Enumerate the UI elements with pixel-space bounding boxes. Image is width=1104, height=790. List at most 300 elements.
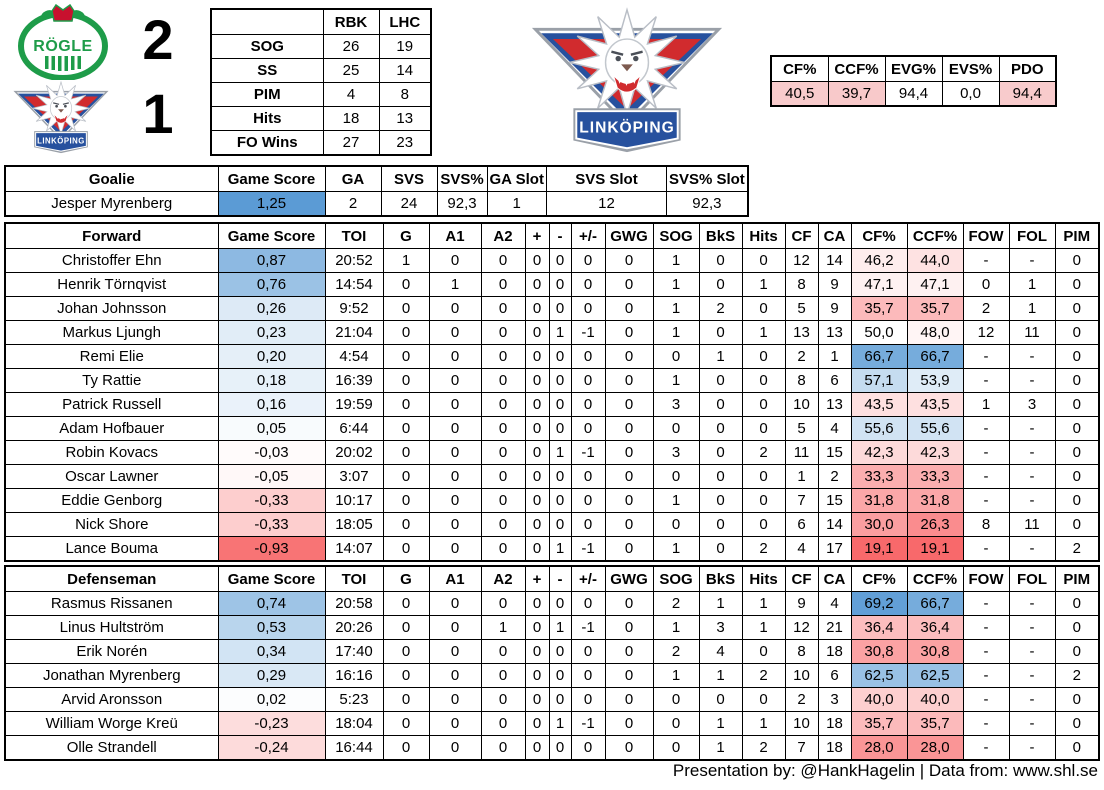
column-header: TOI [325,223,383,249]
column-header: PIM [1055,566,1099,592]
stat-cell: 92,3 [437,192,487,217]
column-header: GWG [605,223,653,249]
header-row [5,166,748,192]
stat-cell: 9 [785,592,818,616]
name-cell: Olle Strandell [5,736,218,761]
stat-cell: 6 [785,513,818,537]
stat-cell: 0 [549,345,571,369]
column-header: CF% [851,223,907,249]
table-row [771,82,1056,107]
column-header: EVS% [942,56,999,82]
stat-cell: 1 [742,321,785,345]
stat-cell: 0,16 [218,393,325,417]
stat-cell: 0 [742,369,785,393]
stat-cell: 12 [963,321,1009,345]
stat-cell: 0,29 [218,664,325,688]
stat-cell: 0 [549,465,571,489]
stat-cell: -1 [571,441,605,465]
stat-cell: 12 [785,249,818,273]
stat-cell: - [1009,592,1055,616]
stat-cell: 0 [549,489,571,513]
table-row [211,59,431,83]
stat-cell: 1 [653,273,699,297]
stat-cell: 19:59 [325,393,383,417]
stat-cell: 0 [481,688,525,712]
name-cell: Arvid Aronsson [5,688,218,712]
stat-cell: 30,8 [851,640,907,664]
stat-cell: 0 [429,640,481,664]
name-cell: William Worge Kreü [5,712,218,736]
stat-cell: 13 [785,321,818,345]
column-header: CF% [771,56,828,82]
name-cell: Hits [211,107,323,131]
stat-cell: 0 [383,592,429,616]
stat-cell: 1 [653,297,699,321]
table-row [5,369,1099,393]
stat-cell: 0 [605,369,653,393]
stat-cell: 0 [383,640,429,664]
stat-cell: 12 [546,192,666,217]
stat-cell: 21 [818,616,851,640]
stat-cell: 39,7 [828,82,885,107]
stat-cell: 0 [1055,736,1099,761]
stat-cell: 0 [481,369,525,393]
stat-cell: 0 [429,297,481,321]
stat-cell: 1 [487,192,546,217]
stat-cell: 4 [323,83,379,107]
stat-cell: 0 [525,592,549,616]
stat-cell: 0 [1055,513,1099,537]
stat-cell: 0 [525,712,549,736]
stat-cell: - [1009,345,1055,369]
home-score: 2 [142,8,174,71]
stat-cell: 0 [525,441,549,465]
stat-cell: 40,5 [771,82,828,107]
stat-cell: 43,5 [907,393,963,417]
stat-cell: 62,5 [907,664,963,688]
column-header: Forward [5,223,218,249]
stat-cell: 42,3 [851,441,907,465]
stat-cell: 0 [481,465,525,489]
stat-cell: 1 [549,712,571,736]
stat-cell: 0 [481,592,525,616]
stat-cell: 0 [429,417,481,441]
stat-cell: -0,05 [218,465,325,489]
stat-cell: 0 [605,640,653,664]
stat-cell: 1 [653,489,699,513]
stat-cell: 0 [481,489,525,513]
stat-cell: -1 [571,321,605,345]
table-row [5,537,1099,562]
stat-cell: 2 [1055,664,1099,688]
stat-cell: 7 [785,489,818,513]
stat-cell: - [963,640,1009,664]
name-cell: Nick Shore [5,513,218,537]
stat-cell: 26,3 [907,513,963,537]
stat-cell: 14:07 [325,537,383,562]
stat-cell: - [1009,736,1055,761]
stat-cell: -0,23 [218,712,325,736]
stat-cell: 1 [785,465,818,489]
stat-cell: 0 [549,640,571,664]
stat-cell: 0 [481,513,525,537]
column-header: FOW [963,223,1009,249]
stat-cell: 18 [818,736,851,761]
column-header: + [525,566,549,592]
stat-cell: 0 [699,537,742,562]
stat-cell: 8 [785,273,818,297]
stat-cell: 27 [323,131,379,156]
stat-cell: 1 [653,664,699,688]
stat-cell: - [963,417,1009,441]
column-header: PDO [999,56,1056,82]
stat-cell: 66,7 [907,345,963,369]
rogle-crest [52,5,74,21]
stat-cell: 2 [742,537,785,562]
stat-cell: 0 [653,688,699,712]
stat-cell: 0 [605,616,653,640]
stat-cell: 0 [383,417,429,441]
stat-cell: 0 [525,393,549,417]
stat-cell: 0 [605,465,653,489]
stat-cell: 1 [699,345,742,369]
stat-cell: 0 [571,249,605,273]
stat-cell: 1 [653,537,699,562]
stat-cell: 0 [429,537,481,562]
stat-cell: 0 [653,345,699,369]
column-header: SVS% [437,166,487,192]
stat-cell: 0 [1055,345,1099,369]
stat-cell: 30,0 [851,513,907,537]
stat-cell: 0 [429,249,481,273]
stat-cell: 0 [481,345,525,369]
stat-cell: 0 [571,465,605,489]
stat-cell: -0,33 [218,489,325,513]
column-header: SVS% Slot [666,166,747,192]
table-row [5,297,1099,321]
stat-cell: 19 [379,35,431,59]
stat-cell: 0 [1055,417,1099,441]
stat-cell: 69,2 [851,592,907,616]
stat-cell: 3:07 [325,465,383,489]
stat-cell: 14:54 [325,273,383,297]
table-row [5,688,1099,712]
column-header: GWG [605,566,653,592]
stat-cell: - [1009,489,1055,513]
stat-cell: 0 [699,441,742,465]
column-header: EVG% [885,56,942,82]
table-row [5,249,1099,273]
footer-credit: Presentation by: @HankHagelin | Data from: www.shl.se [672,761,1098,780]
stat-cell: 1,25 [218,192,325,217]
stat-cell: 13 [818,321,851,345]
defenseman-table [4,565,1100,761]
stat-cell: 1 [699,664,742,688]
team-pct-table [770,55,1057,107]
stat-cell: 17:40 [325,640,383,664]
stat-cell: 31,8 [907,489,963,513]
stat-cell: 10 [785,712,818,736]
stat-cell: 1 [653,321,699,345]
away-score: 1 [142,82,174,145]
stat-cell: - [1009,664,1055,688]
stat-cell: 36,4 [907,616,963,640]
column-header: CCF% [828,56,885,82]
stat-cell: 1 [383,249,429,273]
stat-cell: 9 [818,273,851,297]
stat-cell: 0 [383,736,429,761]
stat-cell: 0 [571,736,605,761]
stat-cell: 5 [785,297,818,321]
stat-cell: 1 [429,273,481,297]
stat-cell: - [963,537,1009,562]
stat-cell: 0 [429,712,481,736]
stat-cell: 0 [571,297,605,321]
name-cell: Erik Norén [5,640,218,664]
stat-cell: 0 [525,321,549,345]
stat-cell: 0 [605,249,653,273]
stat-cell: 1 [653,369,699,393]
stat-cell: 0 [1055,441,1099,465]
stat-cell: - [963,489,1009,513]
column-header: CF [785,223,818,249]
column-header: RBK [323,9,379,35]
column-header: GA Slot [487,166,546,192]
stat-cell: 11 [1009,513,1055,537]
stat-cell: 1 [699,712,742,736]
stat-cell: 0 [605,297,653,321]
stat-cell: 0 [481,640,525,664]
stat-cell: 13 [818,393,851,417]
column-header: Defenseman [5,566,218,592]
stat-cell: 7 [785,736,818,761]
linkoping-logo-large [515,2,739,158]
name-cell: Oscar Lawner [5,465,218,489]
stat-cell: - [1009,369,1055,393]
stat-cell: 0 [571,393,605,417]
stat-cell: 0 [699,369,742,393]
stat-cell: 0 [605,441,653,465]
column-header: CA [818,223,851,249]
stat-cell: 0 [605,513,653,537]
stat-cell: 0,20 [218,345,325,369]
stat-cell: 20:02 [325,441,383,465]
stat-cell: 0 [1055,321,1099,345]
stat-cell: 1 [549,537,571,562]
stat-cell: 0,05 [218,417,325,441]
stat-cell: 23 [379,131,431,156]
stat-cell: 1 [818,345,851,369]
name-cell: PIM [211,83,323,107]
stat-cell: 0 [963,273,1009,297]
stat-cell: 1 [742,273,785,297]
name-cell: FO Wins [211,131,323,156]
stat-cell: 0 [525,297,549,321]
stat-cell: 16:44 [325,736,383,761]
table-row [5,465,1099,489]
stat-cell: - [963,736,1009,761]
stat-cell: 3 [1009,393,1055,417]
stat-cell: 0,53 [218,616,325,640]
stat-cell: 0 [1055,465,1099,489]
stat-cell: 0 [653,513,699,537]
stat-cell: -0,93 [218,537,325,562]
stat-cell: 3 [818,688,851,712]
stat-cell: 4:54 [325,345,383,369]
column-header: A1 [429,566,481,592]
stat-cell: 92,3 [666,192,747,217]
stat-cell: 5 [785,417,818,441]
stat-cell: - [1009,249,1055,273]
stat-cell: 0 [525,664,549,688]
stat-cell: 0 [1055,489,1099,513]
stat-cell: 14 [818,249,851,273]
stat-cell: 1 [653,249,699,273]
stat-cell: 47,1 [851,273,907,297]
column-header: Hits [742,566,785,592]
stat-cell: - [963,249,1009,273]
stat-cell: 66,7 [907,592,963,616]
stat-cell: 24 [381,192,437,217]
stat-cell: 16:39 [325,369,383,393]
stat-cell: 1 [699,736,742,761]
stat-cell: 0 [571,417,605,441]
column-header: CCF% [907,566,963,592]
stat-cell: - [963,688,1009,712]
stat-cell: 0 [605,345,653,369]
stat-cell: 55,6 [907,417,963,441]
stat-cell: - [963,616,1009,640]
stat-cell: 19,1 [851,537,907,562]
name-cell: SOG [211,35,323,59]
stat-cell: 0,18 [218,369,325,393]
stat-cell: 0 [699,321,742,345]
stat-cell: 1 [653,616,699,640]
stat-cell: 33,3 [851,465,907,489]
column-header: Game Score [218,566,325,592]
stat-cell: 0 [653,465,699,489]
stat-cell: - [963,345,1009,369]
stat-cell: 1 [699,592,742,616]
stat-cell: 1 [742,592,785,616]
stat-cell: 94,4 [999,82,1056,107]
team-stats-table [210,8,432,156]
stat-cell: - [1009,640,1055,664]
stat-cell: 14 [818,513,851,537]
stat-cell: 3 [653,393,699,417]
stat-cell: 40,0 [907,688,963,712]
stat-cell: 11 [1009,321,1055,345]
stat-cell: 1 [481,616,525,640]
stat-cell: 0 [525,537,549,562]
stat-cell: 2 [699,297,742,321]
stat-cell: 0 [605,664,653,688]
stat-cell: 0,02 [218,688,325,712]
stat-cell: 0 [1055,688,1099,712]
column-header: Hits [742,223,785,249]
stat-cell: 26 [323,35,379,59]
stat-cell: 2 [785,688,818,712]
stat-cell: 0 [525,345,549,369]
stat-cell: 0 [605,489,653,513]
name-cell: SS [211,59,323,83]
stat-cell: 2 [653,640,699,664]
stat-cell: 48,0 [907,321,963,345]
stat-cell: - [1009,417,1055,441]
stat-cell: 0 [481,249,525,273]
stat-cell: 0 [1055,393,1099,417]
name-cell: Remi Elie [5,345,218,369]
stat-cell: 8 [379,83,431,107]
stat-cell: -1 [571,712,605,736]
stat-cell: 3 [653,441,699,465]
stat-cell: 0 [1055,249,1099,273]
stat-cell: 0 [525,465,549,489]
stat-cell: 8 [785,640,818,664]
stat-cell: 0 [525,736,549,761]
stat-cell: 0 [1055,640,1099,664]
stat-cell: -1 [571,616,605,640]
stat-cell: 35,7 [851,297,907,321]
stat-cell: - [963,441,1009,465]
name-cell: Markus Ljungh [5,321,218,345]
stat-cell: -1 [571,537,605,562]
stat-cell: 1 [1009,273,1055,297]
stat-cell: 6 [818,664,851,688]
stat-cell: 0 [525,273,549,297]
stat-cell: 62,5 [851,664,907,688]
stat-cell: 4 [818,417,851,441]
name-cell: Eddie Genborg [5,489,218,513]
table-row [5,417,1099,441]
table-row [5,489,1099,513]
column-header: CA [818,566,851,592]
stat-cell: 0 [571,640,605,664]
goalie-table [4,165,749,217]
column-header: CF% [851,566,907,592]
stat-cell: 0 [383,345,429,369]
stat-cell: 0 [525,616,549,640]
stat-cell: 0,87 [218,249,325,273]
stat-cell: 21:04 [325,321,383,345]
stat-cell: 0 [429,616,481,640]
stat-cell: 20:58 [325,592,383,616]
stat-cell: 0 [605,273,653,297]
stat-cell: 8 [963,513,1009,537]
stat-cell: 0 [699,489,742,513]
stat-cell: 0,74 [218,592,325,616]
column-header: FOL [1009,223,1055,249]
column-header: FOL [1009,566,1055,592]
stat-cell: 0 [699,249,742,273]
column-header: A1 [429,223,481,249]
name-cell: Ty Rattie [5,369,218,393]
stat-cell: 0 [571,592,605,616]
stat-cell: 47,1 [907,273,963,297]
stat-cell: 0 [429,688,481,712]
stat-cell: 9 [818,297,851,321]
stat-cell: 10 [785,664,818,688]
stat-cell: 0 [481,321,525,345]
column-header: SOG [653,223,699,249]
stat-cell: 36,4 [851,616,907,640]
stat-cell: 0 [742,417,785,441]
stat-cell: 0 [429,345,481,369]
stat-cell: 0 [605,417,653,441]
stat-cell: 0 [525,249,549,273]
stat-cell: 0,23 [218,321,325,345]
stat-cell: 28,0 [907,736,963,761]
